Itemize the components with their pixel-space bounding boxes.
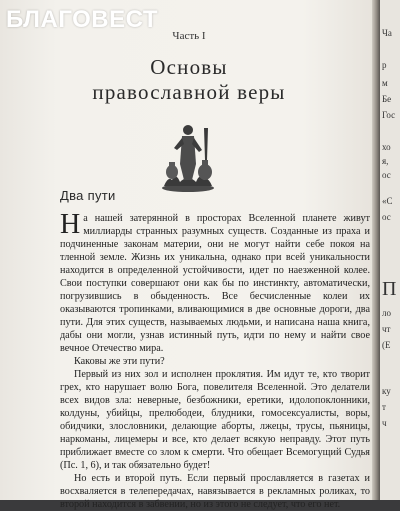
right-fragment: П xyxy=(382,278,397,300)
page-title xyxy=(0,55,378,105)
right-fragment: чт xyxy=(382,324,391,334)
right-fragment: Бе xyxy=(382,94,392,104)
paragraph-1 xyxy=(60,209,370,355)
dropcap: Н xyxy=(60,209,81,240)
emblem-icon xyxy=(158,120,218,195)
right-fragment: ку xyxy=(382,386,391,396)
right-page xyxy=(380,0,400,500)
right-fragment: Гос xyxy=(382,110,396,120)
section-heading: Два пути xyxy=(60,188,116,203)
part-label: Часть I xyxy=(172,30,206,42)
book-gutter xyxy=(372,0,380,500)
right-fragment: я, xyxy=(382,156,389,166)
paragraph-2: Каковы же эти пути? xyxy=(74,356,165,367)
right-fragment: «С xyxy=(382,196,393,206)
right-fragment: ос xyxy=(382,170,391,180)
right-fragment: ос xyxy=(382,212,391,222)
right-fragment: м xyxy=(382,78,388,88)
right-fragment: р xyxy=(382,60,387,70)
title-line-1: Основы xyxy=(150,55,228,79)
right-fragment: ч xyxy=(382,418,387,428)
body-text xyxy=(60,209,370,511)
paragraph-3: Первый из них зол и исполнен проклятия. Им идут те, кто творит грех, кто нарушает волю Бога, повелителя Вселенной. Это делатели всех видов зла: неверные, безбожники, еретики, идолопоклонники, колдуны, убийцы, прелюбодеи, блудники, гомосексуалисты, воры, обидчики, злословники, делающие аборты, лжецы, трусы, пьяницы, наркоманы, лицемеры и все, кто делает всякую неправду. Этот путь приближает вместе со злом к смерти. Что обещает Всемогущий Судья (Пс. 1, 6), и так обязательно будет! xyxy=(60,369,370,471)
right-fragment: ло xyxy=(382,308,391,318)
paragraph-1-text: а нашей затерянной в просторах Вселенной планете живут миллиарды странных разумных существ. Созданные из праха и подчиненные законам материи, они не могут найти себе покоя на тленной земле. Жизнь их уникальна, однако при всей уникальности находится в определенной устойчивости, идет по наезженной колее. Свои поступки совершают они как бы по инстинкту, автоматически, погрузившись в обыденность. Все бесчисленные колеи их оказываются тропинками, вливающимися в две основные дороги, два пути. Для этих существ, называемых людьми, и написана наша книга, дабы они могли, узнав истинный путь, идти по нему и найти свое вечное Отечество мира. xyxy=(60,213,370,354)
paragraph-4: Но есть и второй путь. Если первый прославляется в газетах и восхваляется в телепередачах, навязывается в рекламных роликах, то второй находится в забвении, но из этого не следует, что его нет. xyxy=(60,473,370,510)
right-fragment: хо xyxy=(382,142,391,152)
watermark-logo: БЛАГОВЕСТ xyxy=(6,6,159,33)
right-fragment: (Е xyxy=(382,340,391,350)
title-line-2: православной веры xyxy=(92,80,286,104)
right-fragment: Ча xyxy=(382,28,392,38)
right-fragment: т xyxy=(382,402,386,412)
